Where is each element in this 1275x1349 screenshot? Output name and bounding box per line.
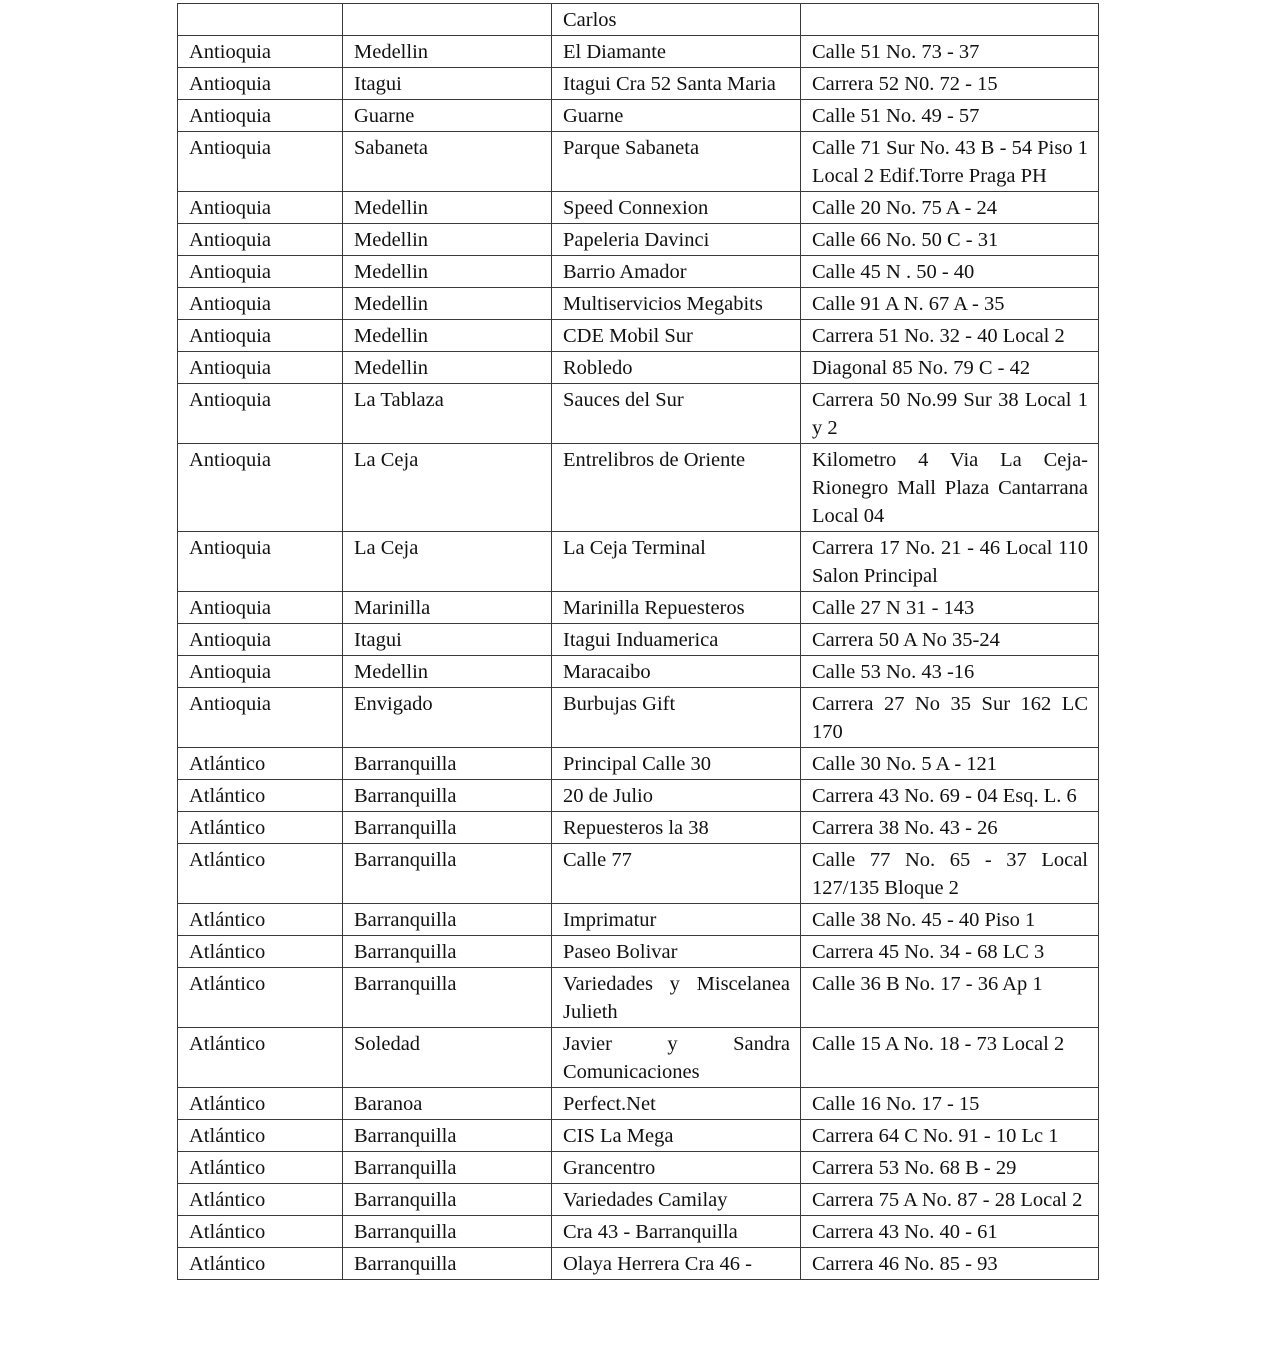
address-cell: Diagonal 85 No. 79 C - 42 bbox=[801, 352, 1099, 384]
city-cell: Barranquilla bbox=[343, 844, 552, 904]
table-row bbox=[178, 352, 1099, 384]
locations-table bbox=[177, 3, 1099, 1280]
point-name-cell: Olaya Herrera Cra 46 - bbox=[552, 1248, 801, 1280]
city-cell: Itagui bbox=[343, 624, 552, 656]
table-row bbox=[178, 532, 1099, 592]
address-cell: Carrera 52 N0. 72 - 15 bbox=[801, 68, 1099, 100]
table-row bbox=[178, 384, 1099, 444]
table-row bbox=[178, 1184, 1099, 1216]
department-cell: Atlántico bbox=[178, 748, 343, 780]
point-name-cell: Variedades y Miscelanea Julieth bbox=[552, 968, 801, 1028]
table-row bbox=[178, 968, 1099, 1028]
city-cell: Medellin bbox=[343, 36, 552, 68]
table-row bbox=[178, 904, 1099, 936]
point-name-cell: Grancentro bbox=[552, 1152, 801, 1184]
city-cell: Medellin bbox=[343, 320, 552, 352]
address-cell bbox=[801, 4, 1099, 36]
city-cell: La Ceja bbox=[343, 444, 552, 532]
address-cell: Carrera 43 No. 40 - 61 bbox=[801, 1216, 1099, 1248]
department-cell: Atlántico bbox=[178, 780, 343, 812]
table-row bbox=[178, 1216, 1099, 1248]
point-name-cell: Itagui Induamerica bbox=[552, 624, 801, 656]
address-cell: Calle 15 A No. 18 - 73 Local 2 bbox=[801, 1028, 1099, 1088]
address-cell: Carrera 53 No. 68 B - 29 bbox=[801, 1152, 1099, 1184]
city-cell: Barranquilla bbox=[343, 1184, 552, 1216]
city-cell: Sabaneta bbox=[343, 132, 552, 192]
point-name-cell: Perfect.Net bbox=[552, 1088, 801, 1120]
city-cell: Barranquilla bbox=[343, 812, 552, 844]
city-cell: Soledad bbox=[343, 1028, 552, 1088]
city-cell: Barranquilla bbox=[343, 1120, 552, 1152]
department-cell: Antioquia bbox=[178, 288, 343, 320]
city-cell: Barranquilla bbox=[343, 1152, 552, 1184]
department-cell: Atlántico bbox=[178, 936, 343, 968]
point-name-cell: CIS La Mega bbox=[552, 1120, 801, 1152]
city-cell: Barranquilla bbox=[343, 780, 552, 812]
address-cell: Calle 38 No. 45 - 40 Piso 1 bbox=[801, 904, 1099, 936]
point-name-cell: Variedades Camilay bbox=[552, 1184, 801, 1216]
city-cell: Medellin bbox=[343, 352, 552, 384]
city-cell: Barranquilla bbox=[343, 968, 552, 1028]
address-cell: Calle 16 No. 17 - 15 bbox=[801, 1088, 1099, 1120]
department-cell: Antioquia bbox=[178, 532, 343, 592]
address-cell: Calle 77 No. 65 - 37 Local 127/135 Bloque 2 bbox=[801, 844, 1099, 904]
point-name-cell: Imprimatur bbox=[552, 904, 801, 936]
point-name-cell: Repuesteros la 38 bbox=[552, 812, 801, 844]
table-row bbox=[178, 224, 1099, 256]
department-cell: Antioquia bbox=[178, 224, 343, 256]
point-name-cell: Guarne bbox=[552, 100, 801, 132]
department-cell: Antioquia bbox=[178, 68, 343, 100]
table-row bbox=[178, 656, 1099, 688]
table-row bbox=[178, 1152, 1099, 1184]
point-name-cell: Speed Connexion bbox=[552, 192, 801, 224]
table-row bbox=[178, 1028, 1099, 1088]
table-row bbox=[178, 688, 1099, 748]
address-cell: Calle 91 A N. 67 A - 35 bbox=[801, 288, 1099, 320]
department-cell: Atlántico bbox=[178, 1184, 343, 1216]
point-name-cell: Maracaibo bbox=[552, 656, 801, 688]
point-name-cell: Itagui Cra 52 Santa Maria bbox=[552, 68, 801, 100]
department-cell bbox=[178, 4, 343, 36]
address-cell: Calle 71 Sur No. 43 B - 54 Piso 1 Local 2 Edif.Torre Praga PH bbox=[801, 132, 1099, 192]
table-row bbox=[178, 812, 1099, 844]
point-name-cell: Cra 43 - Barranquilla bbox=[552, 1216, 801, 1248]
point-name-cell: Paseo Bolivar bbox=[552, 936, 801, 968]
department-cell: Atlántico bbox=[178, 1088, 343, 1120]
address-cell: Carrera 75 A No. 87 - 28 Local 2 bbox=[801, 1184, 1099, 1216]
city-cell: La Tablaza bbox=[343, 384, 552, 444]
table-row bbox=[178, 592, 1099, 624]
city-cell: Barranquilla bbox=[343, 748, 552, 780]
address-cell: Carrera 50 No.99 Sur 38 Local 1 y 2 bbox=[801, 384, 1099, 444]
table-row bbox=[178, 192, 1099, 224]
point-name-cell: Multiservicios Megabits bbox=[552, 288, 801, 320]
department-cell: Antioquia bbox=[178, 36, 343, 68]
department-cell: Antioquia bbox=[178, 192, 343, 224]
table-row bbox=[178, 256, 1099, 288]
city-cell: Marinilla bbox=[343, 592, 552, 624]
point-name-cell: Robledo bbox=[552, 352, 801, 384]
table-row bbox=[178, 320, 1099, 352]
department-cell: Atlántico bbox=[178, 904, 343, 936]
table-row bbox=[178, 624, 1099, 656]
point-name-cell: Entrelibros de Oriente bbox=[552, 444, 801, 532]
table-row bbox=[178, 68, 1099, 100]
table-row bbox=[178, 4, 1099, 36]
city-cell bbox=[343, 4, 552, 36]
department-cell: Atlántico bbox=[178, 1152, 343, 1184]
department-cell: Antioquia bbox=[178, 320, 343, 352]
department-cell: Antioquia bbox=[178, 352, 343, 384]
department-cell: Atlántico bbox=[178, 1248, 343, 1280]
department-cell: Antioquia bbox=[178, 656, 343, 688]
point-name-cell: Carlos bbox=[552, 4, 801, 36]
department-cell: Atlántico bbox=[178, 1028, 343, 1088]
department-cell: Atlántico bbox=[178, 968, 343, 1028]
city-cell: Guarne bbox=[343, 100, 552, 132]
department-cell: Antioquia bbox=[178, 624, 343, 656]
table-row bbox=[178, 1120, 1099, 1152]
address-cell: Calle 66 No. 50 C - 31 bbox=[801, 224, 1099, 256]
table-row bbox=[178, 1248, 1099, 1280]
point-name-cell: Barrio Amador bbox=[552, 256, 801, 288]
city-cell: Baranoa bbox=[343, 1088, 552, 1120]
address-cell: Carrera 64 C No. 91 - 10 Lc 1 bbox=[801, 1120, 1099, 1152]
department-cell: Antioquia bbox=[178, 256, 343, 288]
table-row bbox=[178, 36, 1099, 68]
address-cell: Calle 27 N 31 - 143 bbox=[801, 592, 1099, 624]
table-body bbox=[178, 4, 1099, 1280]
address-cell: Carrera 38 No. 43 - 26 bbox=[801, 812, 1099, 844]
address-cell: Calle 51 No. 49 - 57 bbox=[801, 100, 1099, 132]
address-cell: Carrera 27 No 35 Sur 162 LC 170 bbox=[801, 688, 1099, 748]
department-cell: Antioquia bbox=[178, 592, 343, 624]
point-name-cell: Parque Sabaneta bbox=[552, 132, 801, 192]
table-row bbox=[178, 288, 1099, 320]
department-cell: Atlántico bbox=[178, 1216, 343, 1248]
city-cell: Medellin bbox=[343, 288, 552, 320]
city-cell: Itagui bbox=[343, 68, 552, 100]
department-cell: Atlántico bbox=[178, 1120, 343, 1152]
department-cell: Antioquia bbox=[178, 132, 343, 192]
point-name-cell: Papeleria Davinci bbox=[552, 224, 801, 256]
table-row bbox=[178, 444, 1099, 532]
department-cell: Atlántico bbox=[178, 844, 343, 904]
address-cell: Carrera 43 No. 69 - 04 Esq. L. 6 bbox=[801, 780, 1099, 812]
address-cell: Carrera 45 No. 34 - 68 LC 3 bbox=[801, 936, 1099, 968]
table-row bbox=[178, 1088, 1099, 1120]
table-row bbox=[178, 936, 1099, 968]
address-cell: Calle 45 N . 50 - 40 bbox=[801, 256, 1099, 288]
address-cell: Carrera 17 No. 21 - 46 Local 110 Salon Principal bbox=[801, 532, 1099, 592]
address-cell: Carrera 51 No. 32 - 40 Local 2 bbox=[801, 320, 1099, 352]
city-cell: Barranquilla bbox=[343, 1248, 552, 1280]
table-row bbox=[178, 100, 1099, 132]
address-cell: Carrera 50 A No 35-24 bbox=[801, 624, 1099, 656]
department-cell: Antioquia bbox=[178, 100, 343, 132]
address-cell: Calle 30 No. 5 A - 121 bbox=[801, 748, 1099, 780]
address-cell: Calle 51 No. 73 - 37 bbox=[801, 36, 1099, 68]
address-cell: Calle 36 B No. 17 - 36 Ap 1 bbox=[801, 968, 1099, 1028]
city-cell: Medellin bbox=[343, 224, 552, 256]
city-cell: Barranquilla bbox=[343, 1216, 552, 1248]
city-cell: Medellin bbox=[343, 656, 552, 688]
city-cell: Envigado bbox=[343, 688, 552, 748]
table-row bbox=[178, 780, 1099, 812]
point-name-cell: 20 de Julio bbox=[552, 780, 801, 812]
city-cell: Medellin bbox=[343, 256, 552, 288]
department-cell: Antioquia bbox=[178, 688, 343, 748]
address-cell: Calle 20 No. 75 A - 24 bbox=[801, 192, 1099, 224]
table-row bbox=[178, 748, 1099, 780]
city-cell: Medellin bbox=[343, 192, 552, 224]
address-cell: Carrera 46 No. 85 - 93 bbox=[801, 1248, 1099, 1280]
city-cell: La Ceja bbox=[343, 532, 552, 592]
point-name-cell: El Diamante bbox=[552, 36, 801, 68]
city-cell: Barranquilla bbox=[343, 936, 552, 968]
point-name-cell: Sauces del Sur bbox=[552, 384, 801, 444]
point-name-cell: Marinilla Repuesteros bbox=[552, 592, 801, 624]
table-row bbox=[178, 132, 1099, 192]
department-cell: Antioquia bbox=[178, 444, 343, 532]
address-cell: Kilometro 4 Via La Ceja-Rionegro Mall Plaza Cantarrana Local 04 bbox=[801, 444, 1099, 532]
table-row bbox=[178, 844, 1099, 904]
point-name-cell: Burbujas Gift bbox=[552, 688, 801, 748]
point-name-cell: Javier y Sandra Comunicaciones bbox=[552, 1028, 801, 1088]
point-name-cell: CDE Mobil Sur bbox=[552, 320, 801, 352]
point-name-cell: Principal Calle 30 bbox=[552, 748, 801, 780]
department-cell: Antioquia bbox=[178, 384, 343, 444]
city-cell: Barranquilla bbox=[343, 904, 552, 936]
address-cell: Calle 53 No. 43 -16 bbox=[801, 656, 1099, 688]
department-cell: Atlántico bbox=[178, 812, 343, 844]
point-name-cell: La Ceja Terminal bbox=[552, 532, 801, 592]
point-name-cell: Calle 77 bbox=[552, 844, 801, 904]
